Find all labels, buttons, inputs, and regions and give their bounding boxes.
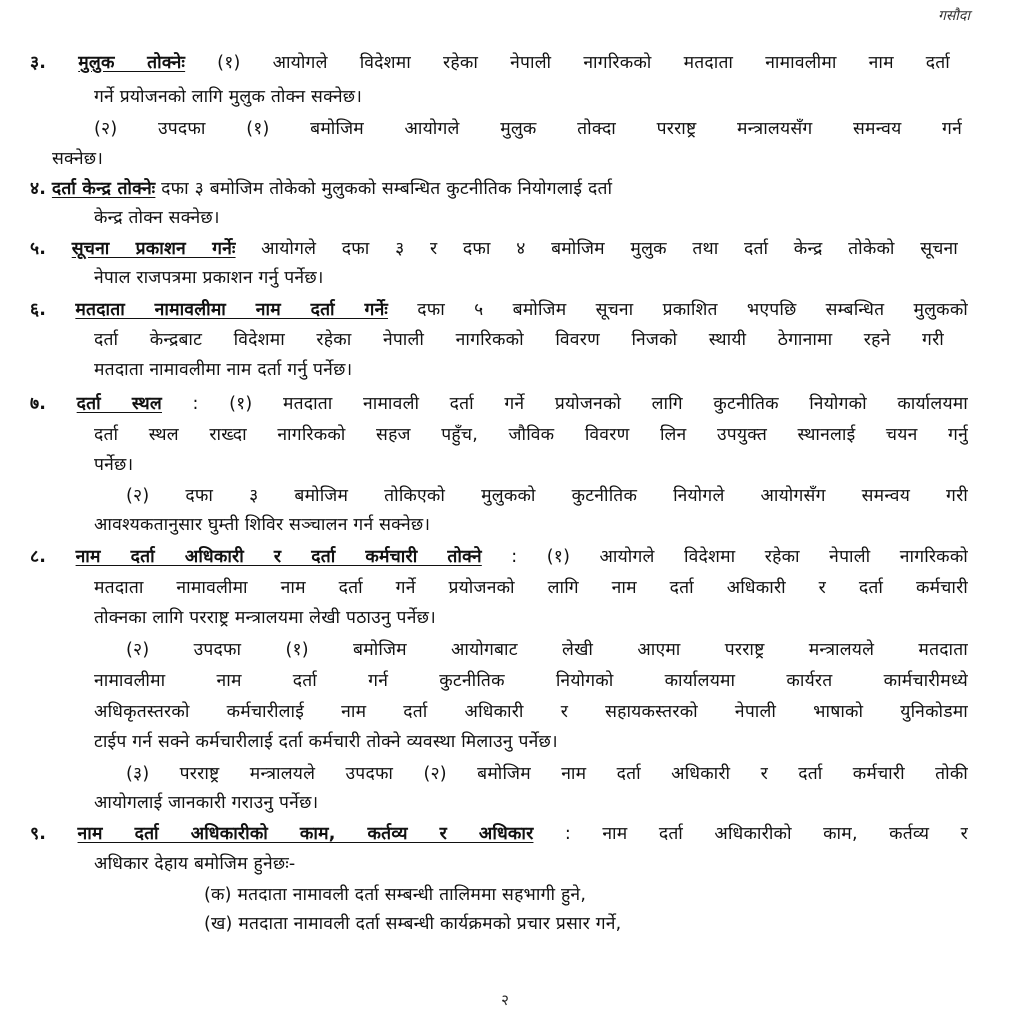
section-5-line-2: नेपाल राजपत्रमा प्रकाशन गर्नु पर्नेछ। (94, 268, 324, 288)
draft-header-mark: गसौदा (937, 8, 970, 24)
section-5-text-1: आयोगले दफा ३ र दफा ४ बमोजिम मुलुक तथा दर्ता केन्द्र तोकेको सूचना (235, 239, 958, 259)
section-5-line-1 (30, 238, 958, 260)
section-8-line-5: नामावलीमा नाम दर्ता गर्न कुटनीतिक नियोगको कार्यालयमा कार्यरत कार्मचारीमध्ये (94, 671, 968, 691)
section-3-line-1 (30, 52, 950, 74)
section-9-line-1 (30, 823, 968, 845)
section-8-text-1: : (१) आयोगले विदेशमा रहेका नेपाली नागरिकको (481, 547, 968, 567)
section-8-line-3: तोक्नका लागि परराष्ट्र मन्त्रालयमा लेखी पठाउनु पर्नेछ। (94, 608, 436, 628)
section-5-heading: सूचना प्रकाशन गर्नेः (71, 239, 236, 259)
section-7-text-1: : (१) मतदाता नामावली दर्ता गर्ने प्रयोजनको लागि कुटनीतिक नियोगको कार्यालयमा (162, 394, 968, 414)
section-6-heading: मतदाता नामावलीमा नाम दर्ता गर्नेः (75, 300, 389, 320)
section-9-text-1: : नाम दर्ता अधिकारीको काम, कर्तव्य र (533, 824, 968, 844)
section-4-number: ४. (30, 179, 47, 199)
section-4-line-1 (30, 178, 612, 200)
section-3-heading: मुलुक तोक्नेः (78, 53, 186, 73)
section-8-line-2: मतदाता नामावलीमा नाम दर्ता गर्ने प्रयोजनको लागि नाम दर्ता अधिकारी र दर्ता कर्मचारी (94, 578, 968, 598)
section-5-number: ५. (30, 239, 47, 259)
page-number: २ (501, 991, 509, 1009)
section-4-heading: दर्ता केन्द्र तोक्नेः (51, 179, 156, 199)
section-9-item-kha: (ख) मतदाता नामावली दर्ता सम्बन्धी कार्यक्रमको प्रचार प्रसार गर्ने, (204, 914, 622, 934)
section-3-line-2: गर्ने प्रयोजनको लागि मुलुक तोक्न सक्नेछ। (94, 87, 363, 107)
section-9-heading: नाम दर्ता अधिकारीको काम, कर्तव्य र अधिकार (77, 824, 534, 844)
section-6-line-2: दर्ता केन्द्रबाट विदेशमा रहेका नेपाली नागरिकको विवरण निजको स्थायी ठेगानामा रहने गरी (94, 330, 944, 350)
section-7-line-3: पर्नेछ। (94, 455, 134, 475)
section-8-heading: नाम दर्ता अधिकारी र दर्ता कर्मचारी तोक्ने (75, 547, 482, 567)
section-7-line-5: आवश्यकतानुसार घुम्ती शिविर सञ्चालन गर्न सक्नेछ। (94, 515, 431, 535)
section-6-line-3: मतदाता नामावलीमा नाम दर्ता गर्नु पर्नेछ। (94, 360, 353, 380)
section-7-line-2: दर्ता स्थल राख्दा नागरिकको सहज पहुँच, जौविक विवरण लिन उपयुक्त स्थानलाई चयन गर्नु (94, 425, 968, 445)
section-9-number: ९. (30, 824, 47, 844)
section-4-text-1: दफा ३ बमोजिम तोकेको मुलुकको सम्बन्धित कुटनीतिक नियोगलाई दर्ता (155, 179, 613, 199)
section-6-text-1: दफा ५ बमोजिम सूचना प्रकाशित भएपछि सम्बन्धित मुलुकको (388, 300, 968, 320)
section-8-line-4: (२) उपदफा (१) बमोजिम आयोगबाट लेखी आएमा परराष्ट्र मन्त्रालयले मतदाता (126, 640, 968, 660)
section-8-line-6: अधिकृतस्तरको कर्मचारीलाई नाम दर्ता अधिकारी र सहायकस्तरको नेपाली भाषाको युनिकोडमा (94, 702, 968, 722)
section-8-line-1 (30, 546, 968, 568)
section-7-number: ७. (30, 394, 47, 414)
section-8-number: ८. (30, 547, 47, 567)
section-7-heading: दर्ता स्थल (76, 394, 162, 414)
section-3-line-4: सक्नेछ। (52, 149, 104, 169)
section-6-number: ६. (30, 300, 47, 320)
section-8-line-9: आयोगलाई जानकारी गराउनु पर्नेछ। (94, 793, 319, 813)
section-9-item-ka: (क) मतदाता नामावली दर्ता सम्बन्धी तालिममा सहभागी हुने, (204, 885, 587, 905)
section-8-line-8: (३) परराष्ट्र मन्त्रालयले उपदफा (२) बमोजिम नाम दर्ता अधिकारी र दर्ता कर्मचारी तोकी (126, 764, 968, 784)
section-9-line-2: अधिकार देहाय बमोजिम हुनेछः- (94, 854, 296, 874)
section-7-line-1 (30, 393, 968, 415)
section-7-line-4: (२) दफा ३ बमोजिम तोकिएको मुलुकको कुटनीतिक नियोगले आयोगसँग समन्वय गरी (126, 486, 968, 506)
section-8-line-7: टाईप गर्न सक्ने कर्मचारीलाई दर्ता कर्मचारी तोक्ने व्यवस्था मिलाउनु पर्नेछ। (94, 732, 558, 752)
section-6-line-1 (30, 299, 968, 321)
section-4-line-2: केन्द्र तोक्न सक्नेछ। (94, 208, 220, 228)
section-3-number: ३. (30, 53, 47, 73)
section-3-line-3: (२) उपदफा (१) बमोजिम आयोगले मुलुक तोक्दा परराष्ट्र मन्त्रालयसँग समन्वय गर्न (94, 119, 962, 139)
section-3-text-1: (१) आयोगले विदेशमा रहेका नेपाली नागरिकको मतदाता नामावलीमा नाम दर्ता (185, 53, 950, 73)
